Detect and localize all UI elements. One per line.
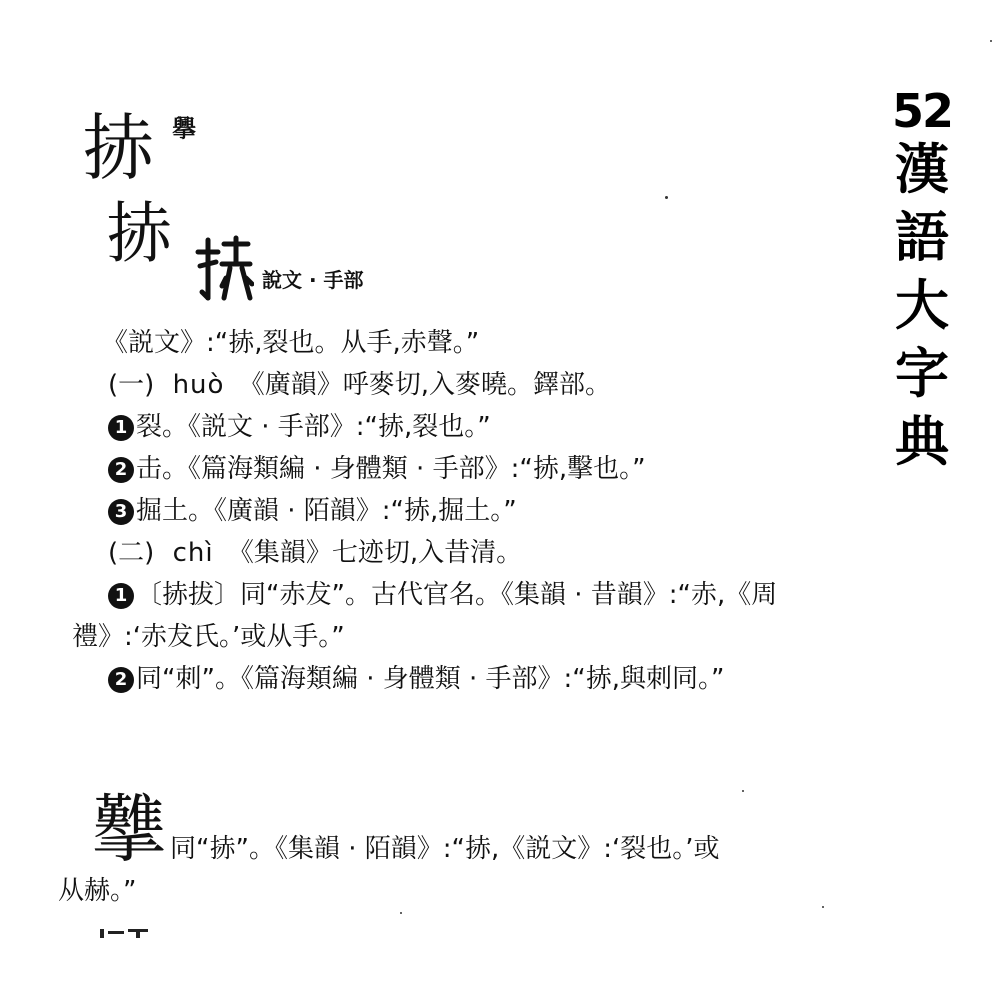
sense-text: 〔捇拔〕同“赤犮”。古代官名。《集韻 · 昔韻》:“赤,《周: [136, 580, 778, 610]
pinyin: huò: [172, 370, 225, 400]
title-char: 大: [895, 274, 949, 337]
sense-number: 3: [108, 499, 134, 525]
scan-speck: [400, 912, 402, 914]
reading-label: (一): [108, 370, 155, 400]
sense-text: 击。《篇海類編 · 身體類 · 手部》:“捇,擊也。”: [136, 454, 646, 484]
title-char: 語: [895, 206, 949, 269]
sense-number: 2: [108, 457, 134, 483]
title-char: 字: [895, 342, 949, 405]
sense-line: [108, 578, 777, 612]
rhyme-info: 《廣韻》呼麥切,入麥曉。鐸部。: [238, 370, 611, 400]
sense-line: [108, 452, 646, 486]
scan-speck: [665, 196, 668, 199]
volume-number: 52: [892, 84, 953, 138]
continuation-line: 禮》:‘赤犮氏。’或从手。”: [72, 622, 345, 652]
reading-label: (二): [108, 538, 155, 568]
sense-number: 1: [108, 583, 134, 609]
sense-line: [108, 410, 491, 444]
seal-caption: 說文 · 手部: [262, 268, 364, 292]
title-char: 漢: [895, 138, 949, 201]
rhyme-info: 《集韻》七迹切,入昔清。: [227, 538, 523, 568]
definition-line: 同“捇”。《集韻 · 陌韻》:“捇,《説文》:‘裂也。’或: [170, 834, 720, 864]
title-char: 典: [895, 410, 949, 473]
sense-line: [108, 662, 725, 696]
headword-variant: 𢸁: [172, 114, 196, 143]
scan-speck: [742, 790, 744, 792]
pinyin: chì: [172, 538, 214, 568]
definition-line: 《説文》:“捇,裂也。从手,赤聲。”: [102, 328, 480, 358]
headword-kaishu: 捇: [106, 195, 172, 272]
sidebar-title: [892, 86, 952, 476]
sense-number: 1: [108, 415, 134, 441]
cropped-fragment: [62, 770, 168, 778]
reading-line: [108, 368, 611, 402]
sense-number: 2: [108, 667, 134, 693]
sense-text: 掘土。《廣韻 · 陌韻》:“捇,掘土。”: [136, 496, 517, 526]
headword: 捇: [82, 106, 155, 190]
scan-speck: [990, 40, 992, 42]
headword-2: 𢺋: [92, 787, 166, 873]
cropped-fragment: [96, 924, 156, 938]
sense-text: 裂。《説文 · 手部》:“捇,裂也。”: [136, 412, 491, 442]
scan-speck: [822, 906, 824, 908]
continuation-line: 从赫。”: [58, 876, 137, 906]
sense-line: [108, 494, 517, 528]
sense-text: 同“刺”。《篇海類編 · 身體類 · 手部》:“捇,與刺同。”: [136, 664, 725, 694]
reading-line: [108, 536, 522, 570]
seal-script-glyph: [194, 234, 254, 304]
